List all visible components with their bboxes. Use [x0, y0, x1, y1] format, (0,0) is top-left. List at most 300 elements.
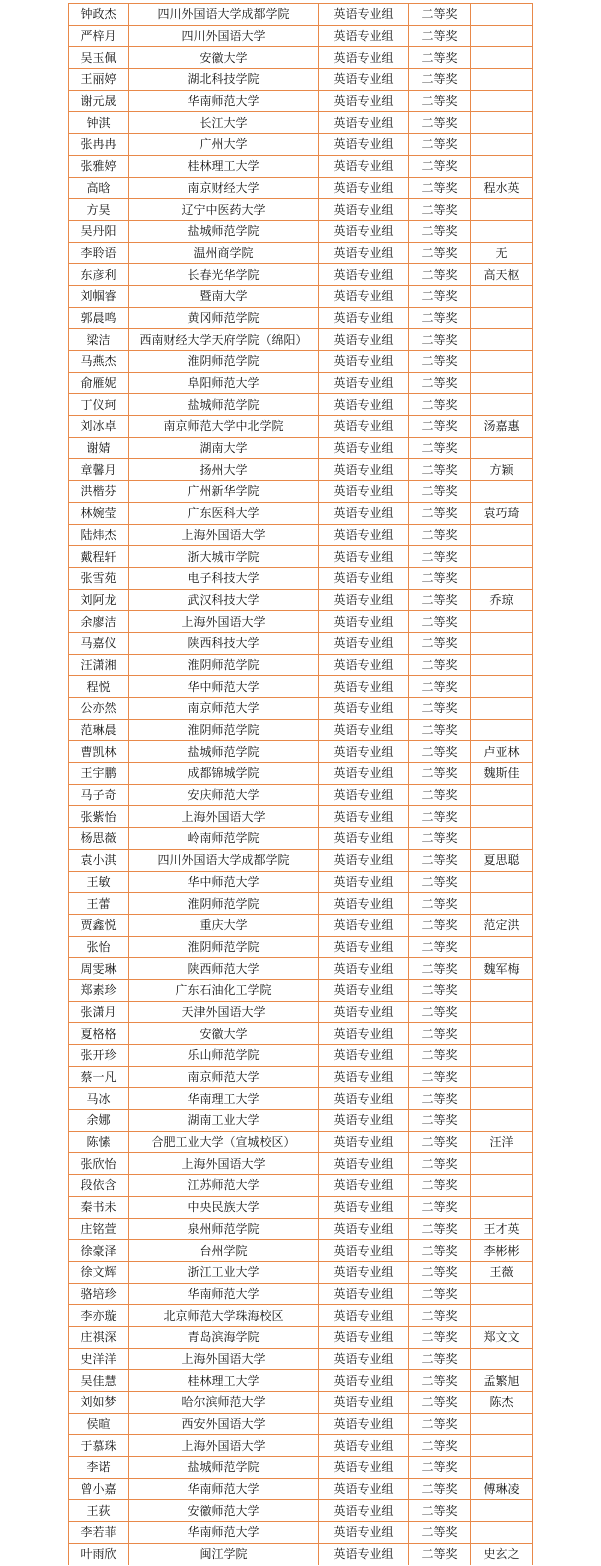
student-name-cell: 李聆语: [69, 242, 129, 264]
award-cell: 二等奖: [409, 676, 471, 698]
school-cell: 南京师范大学中北学院: [129, 416, 319, 438]
group-cell: 英语专业组: [319, 1175, 409, 1197]
school-cell: 淮阴师范学院: [129, 719, 319, 741]
school-cell: 盐城师范学院: [129, 1457, 319, 1479]
table-row: [69, 47, 533, 69]
student-name-cell: 郭晨鸣: [69, 307, 129, 329]
table-row: [69, 1283, 533, 1305]
table-row: [69, 307, 533, 329]
school-cell: 辽宁中医药大学: [129, 199, 319, 221]
school-cell: 武汉科技大学: [129, 589, 319, 611]
student-name-cell: 张怡: [69, 936, 129, 958]
group-cell: 英语专业组: [319, 1131, 409, 1153]
award-cell: 二等奖: [409, 893, 471, 915]
teacher-cell: [471, 1153, 533, 1175]
award-cell: 二等奖: [409, 1413, 471, 1435]
school-cell: 闽江学院: [129, 1543, 319, 1564]
group-cell: 英语专业组: [319, 567, 409, 589]
award-cell: 二等奖: [409, 1370, 471, 1392]
group-cell: 英语专业组: [319, 1413, 409, 1435]
group-cell: 英语专业组: [319, 1261, 409, 1283]
teacher-cell: 汪洋: [471, 1131, 533, 1153]
student-name-cell: 叶雨欣: [69, 1543, 129, 1564]
group-cell: 英语专业组: [319, 199, 409, 221]
award-cell: 二等奖: [409, 1001, 471, 1023]
group-cell: 英语专业组: [319, 1435, 409, 1457]
school-cell: 四川外国语大学成都学院: [129, 849, 319, 871]
group-cell: 英语专业组: [319, 676, 409, 698]
student-name-cell: 袁小淇: [69, 849, 129, 871]
teacher-cell: [471, 69, 533, 91]
teacher-cell: [471, 524, 533, 546]
award-cell: 二等奖: [409, 698, 471, 720]
award-cell: 二等奖: [409, 849, 471, 871]
award-cell: 二等奖: [409, 25, 471, 47]
table-row: [69, 763, 533, 785]
school-cell: 西安外国语大学: [129, 1413, 319, 1435]
school-cell: 广东石油化工学院: [129, 979, 319, 1001]
student-name-cell: 戴程轩: [69, 546, 129, 568]
teacher-cell: 陈杰: [471, 1392, 533, 1414]
award-cell: 二等奖: [409, 1392, 471, 1414]
table-row: [69, 1326, 533, 1348]
table-row: [69, 611, 533, 633]
student-name-cell: 范琳晨: [69, 719, 129, 741]
group-cell: 英语专业组: [319, 784, 409, 806]
award-cell: 二等奖: [409, 936, 471, 958]
teacher-cell: [471, 1413, 533, 1435]
school-cell: 安庆师范大学: [129, 784, 319, 806]
table-row: [69, 90, 533, 112]
group-cell: 英语专业组: [319, 1218, 409, 1240]
teacher-cell: [471, 567, 533, 589]
award-cell: 二等奖: [409, 958, 471, 980]
teacher-cell: [471, 1283, 533, 1305]
table-row: [69, 351, 533, 373]
group-cell: 英语专业组: [319, 1001, 409, 1023]
student-name-cell: 严梓月: [69, 25, 129, 47]
group-cell: 英语专业组: [319, 242, 409, 264]
table-row: [69, 632, 533, 654]
award-cell: 二等奖: [409, 90, 471, 112]
student-name-cell: 洪楷芬: [69, 481, 129, 503]
school-cell: 盐城师范学院: [129, 394, 319, 416]
table-row: [69, 177, 533, 199]
group-cell: 英语专业组: [319, 416, 409, 438]
student-name-cell: 马冰: [69, 1088, 129, 1110]
teacher-cell: [471, 1348, 533, 1370]
award-cell: 二等奖: [409, 1153, 471, 1175]
table-row: [69, 69, 533, 91]
group-cell: 英语专业组: [319, 394, 409, 416]
table-row: [69, 806, 533, 828]
student-name-cell: 马嘉仪: [69, 632, 129, 654]
group-cell: 英语专业组: [319, 4, 409, 26]
group-cell: 英语专业组: [319, 979, 409, 1001]
school-cell: 淮阴师范学院: [129, 936, 319, 958]
student-name-cell: 俞雁妮: [69, 372, 129, 394]
school-cell: 广州大学: [129, 134, 319, 156]
table-row: [69, 914, 533, 936]
award-cell: 二等奖: [409, 1088, 471, 1110]
school-cell: 淮阴师范学院: [129, 893, 319, 915]
school-cell: 成都锦城学院: [129, 763, 319, 785]
school-cell: 华南理工大学: [129, 1088, 319, 1110]
student-name-cell: 刘帼睿: [69, 285, 129, 307]
student-name-cell: 庄祺深: [69, 1326, 129, 1348]
group-cell: 英语专业组: [319, 914, 409, 936]
award-cell: 二等奖: [409, 1196, 471, 1218]
teacher-cell: 程水英: [471, 177, 533, 199]
group-cell: 英语专业组: [319, 1370, 409, 1392]
group-cell: 英语专业组: [319, 698, 409, 720]
award-cell: 二等奖: [409, 502, 471, 524]
group-cell: 英语专业组: [319, 112, 409, 134]
group-cell: 英语专业组: [319, 502, 409, 524]
table-row: [69, 1045, 533, 1067]
table-row: [69, 25, 533, 47]
table-row: [69, 1457, 533, 1479]
student-name-cell: 张雪苑: [69, 567, 129, 589]
teacher-cell: 汤嘉惠: [471, 416, 533, 438]
teacher-cell: [471, 351, 533, 373]
teacher-cell: [471, 1066, 533, 1088]
student-name-cell: 梁洁: [69, 329, 129, 351]
group-cell: 英语专业组: [319, 459, 409, 481]
school-cell: 湖北科技学院: [129, 69, 319, 91]
table-row: [69, 329, 533, 351]
school-cell: 华中师范大学: [129, 871, 319, 893]
table-row: [69, 1370, 533, 1392]
student-name-cell: 刘如梦: [69, 1392, 129, 1414]
group-cell: 英语专业组: [319, 1110, 409, 1132]
group-cell: 英语专业组: [319, 481, 409, 503]
group-cell: 英语专业组: [319, 871, 409, 893]
teacher-cell: [471, 1457, 533, 1479]
school-cell: 乐山师范学院: [129, 1045, 319, 1067]
student-name-cell: 吴佳慧: [69, 1370, 129, 1392]
student-name-cell: 吴玉佩: [69, 47, 129, 69]
student-name-cell: 杨思薇: [69, 828, 129, 850]
table-row: [69, 893, 533, 915]
teacher-cell: [471, 1500, 533, 1522]
student-name-cell: 谢元晟: [69, 90, 129, 112]
student-name-cell: 骆培珍: [69, 1283, 129, 1305]
table-row: [69, 199, 533, 221]
teacher-cell: [471, 806, 533, 828]
table-row: [69, 220, 533, 242]
table-row: [69, 112, 533, 134]
school-cell: 哈尔滨师范大学: [129, 1392, 319, 1414]
group-cell: 英语专业组: [319, 654, 409, 676]
award-cell: 二等奖: [409, 763, 471, 785]
teacher-cell: 王才英: [471, 1218, 533, 1240]
school-cell: 上海外国语大学: [129, 524, 319, 546]
table-row: [69, 1261, 533, 1283]
school-cell: 陕西科技大学: [129, 632, 319, 654]
teacher-cell: [471, 784, 533, 806]
school-cell: 华中师范大学: [129, 676, 319, 698]
group-cell: 英语专业组: [319, 1088, 409, 1110]
table-row: [69, 1023, 533, 1045]
teacher-cell: 卢亚林: [471, 741, 533, 763]
table-row: [69, 1153, 533, 1175]
group-cell: 英语专业组: [319, 1045, 409, 1067]
award-cell: 二等奖: [409, 871, 471, 893]
award-cell: 二等奖: [409, 741, 471, 763]
group-cell: 英语专业组: [319, 1500, 409, 1522]
table-row: [69, 1131, 533, 1153]
group-cell: 英语专业组: [319, 1478, 409, 1500]
student-name-cell: 章馨月: [69, 459, 129, 481]
group-cell: 英语专业组: [319, 828, 409, 850]
student-name-cell: 程悦: [69, 676, 129, 698]
teacher-cell: [471, 90, 533, 112]
award-cell: 二等奖: [409, 242, 471, 264]
student-name-cell: 马燕杰: [69, 351, 129, 373]
group-cell: 英语专业组: [319, 1326, 409, 1348]
award-cell: 二等奖: [409, 1478, 471, 1500]
award-cell: 二等奖: [409, 1218, 471, 1240]
teacher-cell: [471, 1088, 533, 1110]
table-row: [69, 1435, 533, 1457]
student-name-cell: 庄铭萱: [69, 1218, 129, 1240]
student-name-cell: 张潇月: [69, 1001, 129, 1023]
student-name-cell: 汪潇湘: [69, 654, 129, 676]
award-cell: 二等奖: [409, 155, 471, 177]
student-name-cell: 刘阿龙: [69, 589, 129, 611]
group-cell: 英语专业组: [319, 264, 409, 286]
school-cell: 湖南大学: [129, 437, 319, 459]
award-cell: 二等奖: [409, 806, 471, 828]
award-cell: 二等奖: [409, 1500, 471, 1522]
student-name-cell: 王荻: [69, 1500, 129, 1522]
teacher-cell: 夏思聪: [471, 849, 533, 871]
school-cell: 江苏师范大学: [129, 1175, 319, 1197]
table-row: [69, 524, 533, 546]
student-name-cell: 段依含: [69, 1175, 129, 1197]
teacher-cell: [471, 285, 533, 307]
teacher-cell: [471, 307, 533, 329]
table-row: [69, 654, 533, 676]
school-cell: 安徽大学: [129, 1023, 319, 1045]
award-cell: 二等奖: [409, 719, 471, 741]
teacher-cell: 史玄之: [471, 1543, 533, 1564]
student-name-cell: 蔡一凡: [69, 1066, 129, 1088]
teacher-cell: [471, 394, 533, 416]
teacher-cell: 范定洪: [471, 914, 533, 936]
award-cell: 二等奖: [409, 914, 471, 936]
table-row: [69, 1240, 533, 1262]
school-cell: 青岛滨海学院: [129, 1326, 319, 1348]
group-cell: 英语专业组: [319, 134, 409, 156]
award-cell: 二等奖: [409, 177, 471, 199]
student-name-cell: 陆炜杰: [69, 524, 129, 546]
teacher-cell: [471, 546, 533, 568]
group-cell: 英语专业组: [319, 1023, 409, 1045]
school-cell: 四川外国语大学: [129, 25, 319, 47]
table-row: [69, 849, 533, 871]
award-cell: 二等奖: [409, 1240, 471, 1262]
teacher-cell: 王薇: [471, 1261, 533, 1283]
group-cell: 英语专业组: [319, 1543, 409, 1564]
award-cell: 二等奖: [409, 1175, 471, 1197]
teacher-cell: [471, 611, 533, 633]
school-cell: 扬州大学: [129, 459, 319, 481]
student-name-cell: 王丽婷: [69, 69, 129, 91]
teacher-cell: [471, 719, 533, 741]
teacher-cell: [471, 372, 533, 394]
school-cell: 桂林理工大学: [129, 155, 319, 177]
award-cell: 二等奖: [409, 220, 471, 242]
student-name-cell: 林婉莹: [69, 502, 129, 524]
table-row: [69, 1348, 533, 1370]
table-row: [69, 1196, 533, 1218]
award-cell: 二等奖: [409, 329, 471, 351]
student-name-cell: 夏格格: [69, 1023, 129, 1045]
award-cell: 二等奖: [409, 1045, 471, 1067]
student-name-cell: 陈愫: [69, 1131, 129, 1153]
award-cell: 二等奖: [409, 828, 471, 850]
table-row: [69, 741, 533, 763]
teacher-cell: [471, 1023, 533, 1045]
group-cell: 英语专业组: [319, 1240, 409, 1262]
table-row: [69, 1392, 533, 1414]
teacher-cell: 李彬彬: [471, 1240, 533, 1262]
group-cell: 英语专业组: [319, 220, 409, 242]
group-cell: 英语专业组: [319, 1457, 409, 1479]
school-cell: 泉州师范学院: [129, 1218, 319, 1240]
school-cell: 天津外国语大学: [129, 1001, 319, 1023]
award-cell: 二等奖: [409, 459, 471, 481]
table-row: [69, 676, 533, 698]
school-cell: 浙大城市学院: [129, 546, 319, 568]
school-cell: 南京师范大学: [129, 1066, 319, 1088]
teacher-cell: 魏军梅: [471, 958, 533, 980]
group-cell: 英语专业组: [319, 329, 409, 351]
award-cell: 二等奖: [409, 481, 471, 503]
award-cell: 二等奖: [409, 567, 471, 589]
student-name-cell: 丁仪珂: [69, 394, 129, 416]
table-row: [69, 372, 533, 394]
teacher-cell: [471, 654, 533, 676]
table-row: [69, 1001, 533, 1023]
school-cell: 上海外国语大学: [129, 611, 319, 633]
award-cell: 二等奖: [409, 1110, 471, 1132]
table-row: [69, 1543, 533, 1564]
teacher-cell: 孟繁旭: [471, 1370, 533, 1392]
table-row: [69, 589, 533, 611]
group-cell: 英语专业组: [319, 611, 409, 633]
school-cell: 黄冈师范学院: [129, 307, 319, 329]
teacher-cell: [471, 1435, 533, 1457]
teacher-cell: [471, 134, 533, 156]
school-cell: 上海外国语大学: [129, 806, 319, 828]
group-cell: 英语专业组: [319, 47, 409, 69]
award-cell: 二等奖: [409, 394, 471, 416]
table-row: [69, 1413, 533, 1435]
group-cell: 英语专业组: [319, 1196, 409, 1218]
school-cell: 岭南师范学院: [129, 828, 319, 850]
group-cell: 英语专业组: [319, 893, 409, 915]
table-row: [69, 1175, 533, 1197]
table-row: [69, 242, 533, 264]
teacher-cell: [471, 112, 533, 134]
school-cell: 西南财经大学天府学院（绵阳）: [129, 329, 319, 351]
award-cell: 二等奖: [409, 524, 471, 546]
teacher-cell: 高天枢: [471, 264, 533, 286]
group-cell: 英语专业组: [319, 1305, 409, 1327]
teacher-cell: 傅琳凌: [471, 1478, 533, 1500]
table-row: [69, 936, 533, 958]
student-name-cell: 王蕾: [69, 893, 129, 915]
group-cell: 英语专业组: [319, 589, 409, 611]
school-cell: 盐城师范学院: [129, 220, 319, 242]
student-name-cell: 钟政杰: [69, 4, 129, 26]
student-name-cell: 张开珍: [69, 1045, 129, 1067]
table-row: [69, 784, 533, 806]
group-cell: 英语专业组: [319, 69, 409, 91]
teacher-cell: [471, 1305, 533, 1327]
student-name-cell: 郑素珍: [69, 979, 129, 1001]
teacher-cell: [471, 437, 533, 459]
school-cell: 上海外国语大学: [129, 1348, 319, 1370]
school-cell: 浙江工业大学: [129, 1261, 319, 1283]
student-name-cell: 徐豪泽: [69, 1240, 129, 1262]
group-cell: 英语专业组: [319, 806, 409, 828]
group-cell: 英语专业组: [319, 1392, 409, 1414]
student-name-cell: 钟淇: [69, 112, 129, 134]
school-cell: 电子科技大学: [129, 567, 319, 589]
table-row: [69, 416, 533, 438]
student-name-cell: 张冉冉: [69, 134, 129, 156]
student-name-cell: 侯暄: [69, 1413, 129, 1435]
group-cell: 英语专业组: [319, 155, 409, 177]
award-cell: 二等奖: [409, 437, 471, 459]
teacher-cell: [471, 4, 533, 26]
award-cell: 二等奖: [409, 112, 471, 134]
teacher-cell: [471, 698, 533, 720]
table-row: [69, 828, 533, 850]
teacher-cell: [471, 871, 533, 893]
school-cell: 台州学院: [129, 1240, 319, 1262]
teacher-cell: 郑文文: [471, 1326, 533, 1348]
table-row: [69, 871, 533, 893]
school-cell: 暨南大学: [129, 285, 319, 307]
group-cell: 英语专业组: [319, 849, 409, 871]
teacher-cell: [471, 1110, 533, 1132]
group-cell: 英语专业组: [319, 936, 409, 958]
table-row: [69, 437, 533, 459]
table-row: [69, 719, 533, 741]
student-name-cell: 李若菲: [69, 1522, 129, 1544]
student-name-cell: 史洋洋: [69, 1348, 129, 1370]
school-cell: 湖南工业大学: [129, 1110, 319, 1132]
student-name-cell: 高晗: [69, 177, 129, 199]
award-cell: 二等奖: [409, 1261, 471, 1283]
table-row: [69, 1500, 533, 1522]
student-name-cell: 余娜: [69, 1110, 129, 1132]
school-cell: 盐城师范学院: [129, 741, 319, 763]
student-name-cell: 于慕珠: [69, 1435, 129, 1457]
award-cell: 二等奖: [409, 1522, 471, 1544]
award-cell: 二等奖: [409, 1326, 471, 1348]
table-row: [69, 546, 533, 568]
award-cell: 二等奖: [409, 1435, 471, 1457]
table-row: [69, 1305, 533, 1327]
teacher-cell: [471, 329, 533, 351]
group-cell: 英语专业组: [319, 1066, 409, 1088]
